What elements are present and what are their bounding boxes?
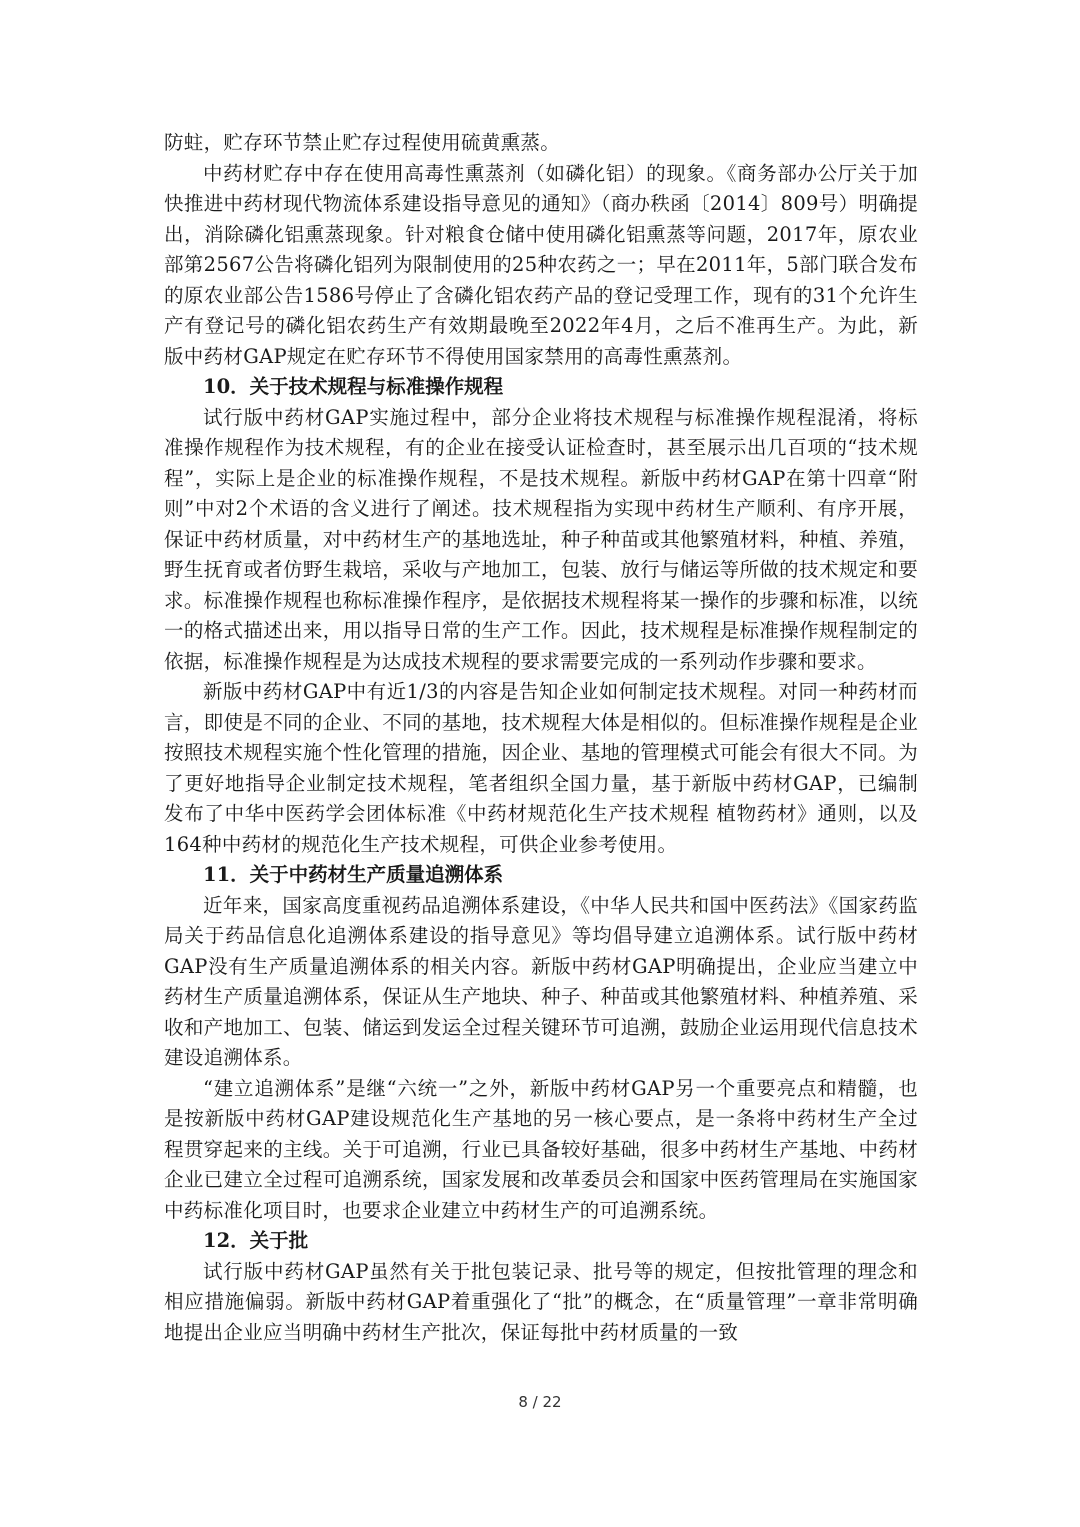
paragraph-traceability-system: “建立追溯体系”是继“六统一”之外，新版中药材GAP另一个重要亮点和精髓，也是按新版中药材GAP建设规范化生产基地的另一核心要点，是一条将中药材生产全过程贯穿起来的主线。关于可追溯，行业已具备较好基础，很多中药材生产基地、中药材企业已建立全过程可追溯系统，国家发展和改革委员会和国家中医药管理局在实施国家中药标准化项目时，也要求企业建立中药材生产的可追溯系统。 [164, 1076, 918, 1222]
paragraph-batch: 试行版中药材GAP虽然有关于批包装记录、批号等的规定，但按批管理的理念和相应措施偏弱。新版中药材GAP着重强化了“批”的概念，在“质量管理”一章非常明确地提出企业应当明确中药材生产批次，保证每批中药材质量的一致 [164, 1259, 918, 1344]
section-heading-10: 10．关于技术规程与标准操作规程 [203, 375, 504, 398]
paragraph-continued: 防蛀，贮存环节禁止贮存过程使用硫黄熏蒸。 [164, 131, 561, 154]
paragraph-traceability: 近年来，国家高度重视药品追溯体系建设，《中华人民共和国中医药法》《国家药监局关于药品信息化追溯体系建设的指导意见》等均倡导建立追溯体系。试行版中药材GAP没有生产质量追溯体系的相关内容。新版中药材GAP明确提出，企业应当建立中药材生产质量追溯体系，保证从生产地块、种子、种苗或其他繁殖材料、种植养殖、采收和产地加工、包装、储运到发运全过程关键环节可追溯，鼓励企业运用现代信息技术建设追溯体系。 [164, 893, 918, 1069]
document-page [164, 128, 918, 1348]
paragraph-technical-rules: 试行版中药材GAP实施过程中，部分企业将技术规程与标准操作规程混淆，将标准操作规程作为技术规程，有的企业在接受认证检查时，甚至展示出几百项的“技术规程”，实际上是企业的标准操作规程，不是技术规程。新版中药材GAP在第十四章“附则”中对2个术语的含义进行了阐述。技术规程指为实现中药材生产顺利、有序开展，保证中药材质量，对中药材生产的基地选址，种子种苗或其他繁殖材料，种植、养殖，野生抚育或者仿野生栽培，采收与产地加工，包装、放行与储运等所做的技术规定和要求。标准操作规程也称标准操作程序，是依据技术规程将某一操作的步骤和标准，以统一的格式描述出来，用以指导日常的生产工作。因此，技术规程是标准操作规程制定的依据，标准操作规程是为达成技术规程的要求需要完成的一系列动作步骤和要求。 [164, 405, 918, 673]
page-number: 8 / 22 [518, 1393, 562, 1411]
paragraph-fumigant: 中药材贮存中存在使用高毒性熏蒸剂（如磷化铝）的现象。《商务部办公厅关于加快推进中药材现代物流体系建设指导意见的通知》（商办秩函〔2014〕809号）明确提出，消除磷化铝熏蒸现象。针对粮食仓储中使用磷化铝熏蒸等问题，2017年，原农业部第2567公告将磷化铝列为限制使用的25种农药之一；早在2011年，5部门联合发布的原农业部公告1586号停止了含磷化铝农药产品的登记受理工作，现有的31个允许生产有登记号的磷化铝农药生产有效期最晚至2022年4月，之后不准再生产。为此，新版中药材GAP规定在贮存环节不得使用国家禁用的高毒性熏蒸剂。 [164, 161, 918, 368]
section-heading-11: 11．关于中药材生产质量追溯体系 [203, 863, 504, 886]
section-heading-12: 12．关于批 [203, 1229, 309, 1252]
paragraph-gap-content: 新版中药材GAP中有近1/3的内容是告知企业如何制定技术规程。对同一种药材而言，即使是不同的企业、不同的基地，技术规程大体是相似的。但标准操作规程是企业按照技术规程实施个性化管理的措施，因企业、基地的管理模式可能会有很大不同。为了更好地指导企业制定技术规程，笔者组织全国力量，基于新版中药材GAP，已编制发布了中华中医药学会团体标准《中药材规范化生产技术规程 植物药材》通则，以及164种中药材的规范化生产技术规程，可供企业参考使用。 [164, 680, 918, 856]
